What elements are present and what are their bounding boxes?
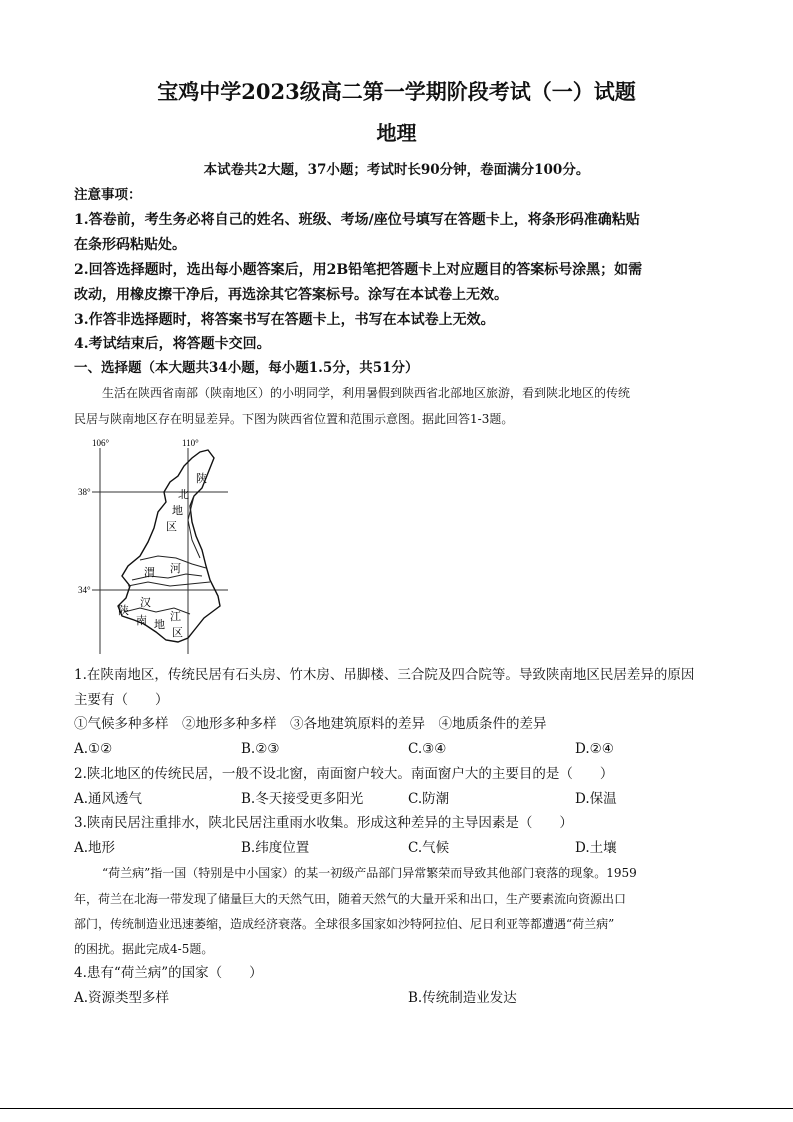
region-char: 区 [172, 626, 183, 639]
lon-label-110: 110° [182, 438, 199, 448]
section-heading: 一、选择题（本大题共34小题，每小题1.5分，共51分） [74, 360, 419, 376]
intro-line: 民居与陕南地区存在明显差异。下图为陕西省位置和范围示意图。据此回答1-3题。 [74, 412, 514, 426]
notes-line: 2.回答选择题时，选出每小题答案后，用2B铅笔把答题卡上对应题目的答案标号涂黑；如需 [74, 262, 643, 278]
q2-option-b: B.冬天接受更多阳光 [241, 791, 364, 807]
notes-line: 3.作答非选择题时，将答案书写在答题卡上，书写在本试卷上无效。 [74, 312, 495, 328]
notes-line: 改动，用橡皮擦干净后，再选涂其它答案标号。涂写在本试卷上无效。 [74, 287, 508, 303]
region-char: 地 [154, 618, 165, 631]
shaanxi-map [78, 436, 238, 654]
region-char: 陕 [118, 604, 129, 617]
q3-option-b: B.纬度位置 [241, 840, 310, 856]
subject-title: 地理 [376, 121, 417, 145]
q4-option-b: B.传统制造业发达 [408, 990, 517, 1006]
region-char: 区 [166, 520, 177, 533]
region-char: 北 [178, 488, 189, 501]
passage-line: 年，荷兰在北海一带发现了储量巨大的天然气田，随着天然气的大量开采和出口，生产要素流向资源出口 [74, 892, 627, 906]
passage-line: “荷兰病”指一国（特别是中小国家）的某一初级产品部门异常繁荣而导致其他部门衰落的现象。1959 [102, 866, 637, 880]
q3-option-d: D.土壤 [575, 840, 617, 856]
q2-option-c: C.防潮 [408, 791, 450, 807]
lat-label-34: 34° [78, 585, 91, 595]
notes-line: 在条形码粘贴处。 [74, 237, 186, 253]
region-char: 河 [170, 562, 181, 575]
q1-option-a: A.①② [74, 741, 113, 757]
q2-option-a: A.通风透气 [74, 791, 143, 807]
page-bottom-rule [0, 1108, 793, 1109]
q1-option-d: D.②④ [575, 741, 614, 757]
q4-option-a: A.资源类型多样 [74, 990, 170, 1006]
q1-option-c: C.③④ [408, 741, 447, 757]
region-char: 渭 [144, 566, 155, 579]
region-char: 汉 [140, 596, 151, 609]
wei-river [132, 574, 202, 580]
lon-label-106: 106° [92, 438, 110, 448]
q2-option-d: D.保温 [575, 791, 617, 807]
q1-stem: 1.在陕南地区，传统民居有石头房、竹木房、吊脚楼、三合院及四合院等。导致陕南地区民居差异的原因 [74, 667, 695, 683]
passage-line: 的困扰。据此完成4-5题。 [74, 942, 214, 956]
q1-stem: 主要有（ ） [74, 692, 169, 708]
shaanxi-map-figure [78, 436, 238, 654]
exam-info: 本试卷共2大题，37小题；考试时长90分钟，卷面满分100分。 [203, 162, 590, 178]
region-char: 江 [170, 610, 181, 623]
q1-option-b: B.②③ [241, 741, 280, 757]
q3-option-c: C.气候 [408, 840, 450, 856]
q1-items: ①气候多种多样 ②地形多种多样 ③各地建筑原料的差异 ④地质条件的差异 [74, 716, 547, 732]
q3-option-a: A.地形 [74, 840, 116, 856]
q4-stem: 4.患有“荷兰病”的国家（ ） [74, 965, 263, 981]
lat-label-38: 38° [78, 487, 91, 497]
notes-line: 1.答卷前，考生务必将自己的姓名、班级、考场/座位号填写在答题卡上，将条形码准确粘贴 [74, 212, 640, 228]
region-char: 陕 [196, 472, 207, 485]
notes-heading: 注意事项： [74, 187, 142, 203]
region-char: 地 [172, 504, 183, 517]
passage-line: 部门，传统制造业迅速萎缩，造成经济衰落。全球很多国家如沙特阿拉伯、尼日利亚等都遭遇“荷兰病” [74, 917, 615, 931]
q3-stem: 3.陕南民居注重排水，陕北民居注重雨水收集。形成这种差异的主导因素是（ ） [74, 815, 573, 831]
notes-line: 4.考试结束后，将答题卡交回。 [74, 336, 271, 352]
q2-stem: 2.陕北地区的传统民居，一般不设北窗，南面窗户较大。南面窗户大的主要目的是（ ） [74, 766, 614, 782]
region-boundary-south [128, 582, 210, 586]
exam-title: 宝鸡中学2023级高二第一学期阶段考试（一）试题 [157, 79, 636, 104]
region-char: 南 [136, 614, 147, 627]
intro-line: 生活在陕西省南部（陕南地区）的小明同学，利用暑假到陕西省北部地区旅游，看到陕北地区的传统 [102, 386, 631, 400]
